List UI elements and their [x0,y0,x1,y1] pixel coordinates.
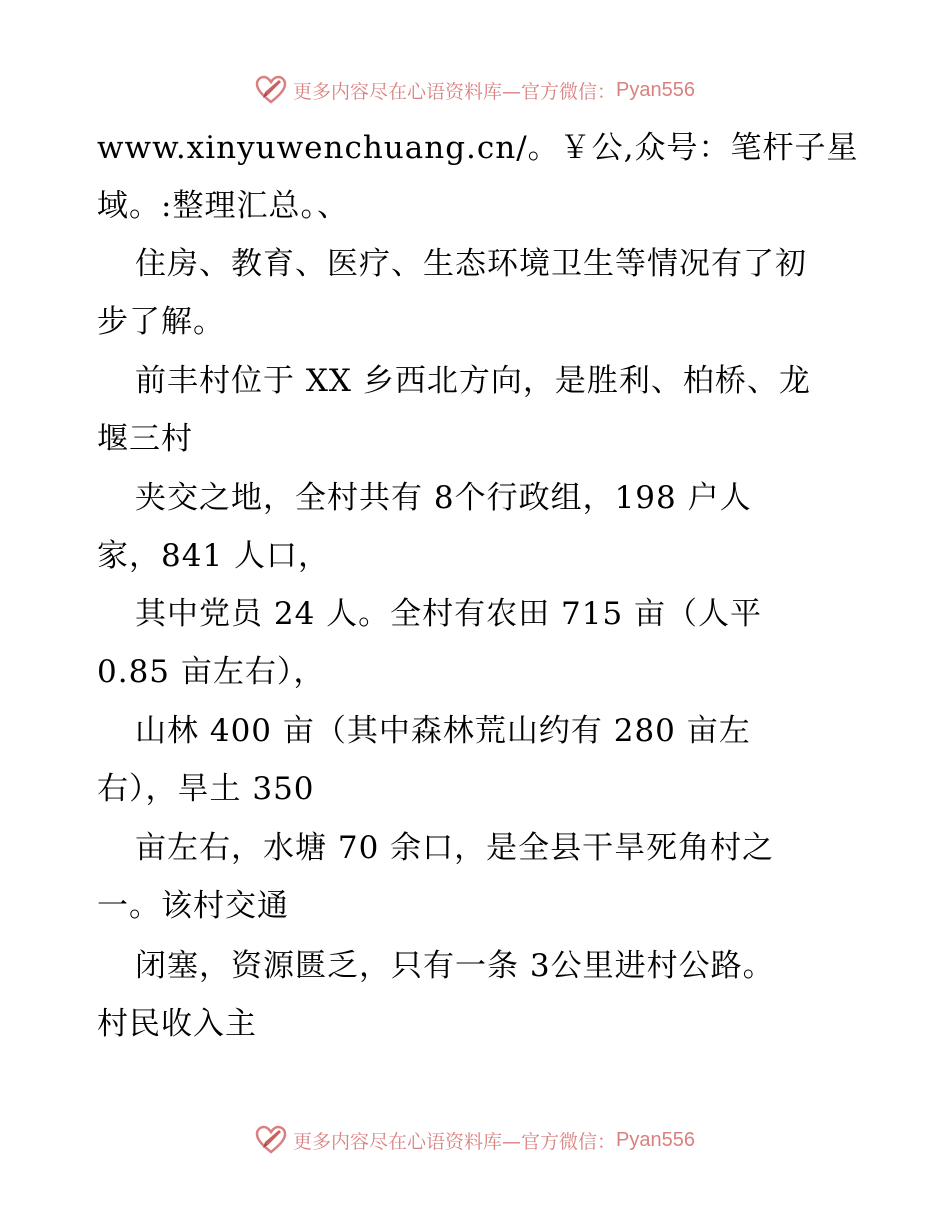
footer-banner [0,1120,950,1160]
footer-wechat-id: Pyan556 [616,1128,695,1151]
body-line: 前丰村位于 XX 乡西北方向，是胜利、柏桥、龙 [135,363,811,399]
body-line: 亩左右，水塘 70 余口，是全县干旱死角村之 [135,830,775,866]
footer-promo-text: 更多内容尽在心语资料库—官方微信： [293,1130,617,1153]
body-line: 村民收入主 [97,1006,257,1042]
body-line: 山林 400 亩（其中森林荒山约有 280 亩左 [135,713,751,749]
body-line: www.xinyuwenchuang.cn/。￥公,众号：笔杆子星 [97,130,859,166]
header-wechat-id: Pyan556 [616,78,695,101]
body-line: 堰三村 [97,421,193,457]
body-line: 闭塞，资源匮乏，只有一条 3公里进村公路。 [135,948,775,984]
body-line: 住房、教育、医疗、生态环境卫生等情况有了初 [135,246,807,282]
body-line: 步了解。 [97,304,225,340]
header-banner [0,70,950,110]
body-line: 0.85 亩左右）， [97,654,326,690]
body-line: 其中党员 24 人。全村有农田 715 亩（人平 [135,596,763,632]
body-line: 家，841 人口， [97,538,331,574]
heart-quill-logo-icon [255,74,287,106]
body-line: 夹交之地，全村共有 8个行政组，198 户人 [135,480,752,516]
body-line: 右），旱土 350 [97,771,315,807]
heart-quill-logo-icon [255,1124,287,1156]
header-promo-text: 更多内容尽在心语资料库—官方微信： [293,80,617,103]
body-line: 一。该村交通 [97,888,289,924]
body-line: 域。:整理汇总。、 [97,188,349,224]
